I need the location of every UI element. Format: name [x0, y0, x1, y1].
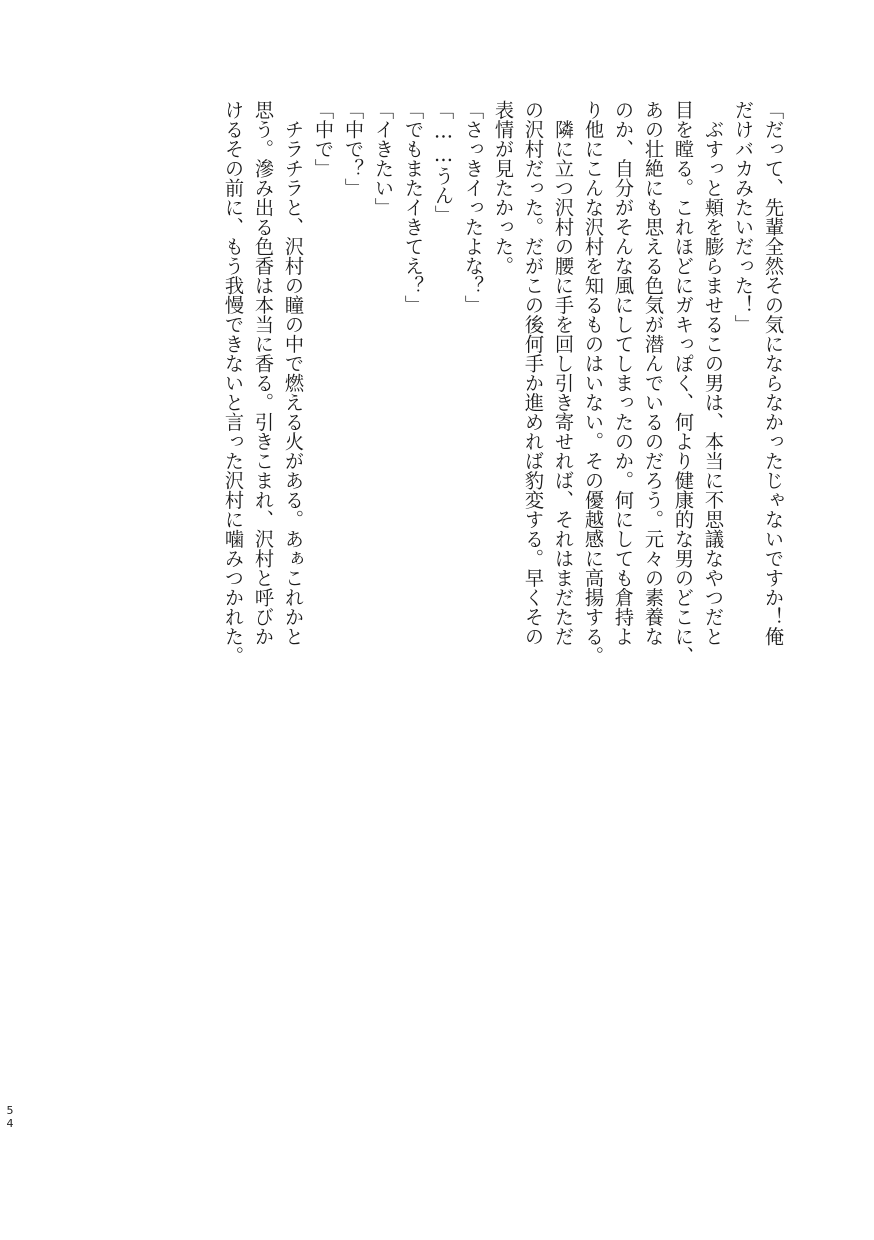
- text-column: り他にこんな沢村を知るものはいない。その優越感に高揚する。: [582, 100, 605, 666]
- text-column: 「だって、先輩全然その気にならなかったじゃないですか！俺: [762, 100, 785, 646]
- vertical-text-body: [222, 100, 788, 666]
- text-column: の沢村だった。だがこの後何手か進めれば豹変する。早くその: [522, 100, 545, 646]
- text-column: 「中で？」: [342, 100, 365, 198]
- page-number-digit: 5: [6, 1104, 14, 1117]
- text-column: 「中で」: [312, 100, 335, 178]
- text-column: 「……うん」: [432, 100, 455, 225]
- page-number: [4, 1104, 16, 1130]
- text-column: のか、自分がそんな風にしてしまったのか。何にしても倉持よ: [612, 100, 635, 646]
- text-column: だけバカみたいだった！」: [732, 100, 755, 334]
- text-column: 目を瞠る。これほどにガキっぽく、何より健康的な男のどこに、: [672, 100, 695, 666]
- text-column: 「でもまたイきてえ？」: [402, 100, 425, 315]
- text-column: あの壮絶にも思える色気が潜んでいるのだろう。元々の素養な: [642, 100, 665, 646]
- text-column: 「さっきイったよな？」: [462, 100, 485, 315]
- text-column: 思う。滲み出る色香は本当に香る。引きこまれ、沢村と呼びか: [252, 100, 275, 646]
- text-column: ぶすっと頬を膨らませるこの男は、本当に不思議なやつだと: [702, 100, 725, 646]
- text-column: チラチラと、沢村の瞳の中で燃える火がある。あぁこれかと: [282, 100, 305, 646]
- text-column: 隣に立つ沢村の腰に手を回し引き寄せれば、それはまだただ: [552, 100, 575, 646]
- page-number-digit: 4: [6, 1117, 14, 1130]
- text-column: 表情が見たかった。: [492, 100, 515, 276]
- text-column: けるその前に、もう我慢できないと言った沢村に噛みつかれた。: [222, 100, 245, 666]
- text-column: 「イきたい」: [372, 100, 395, 217]
